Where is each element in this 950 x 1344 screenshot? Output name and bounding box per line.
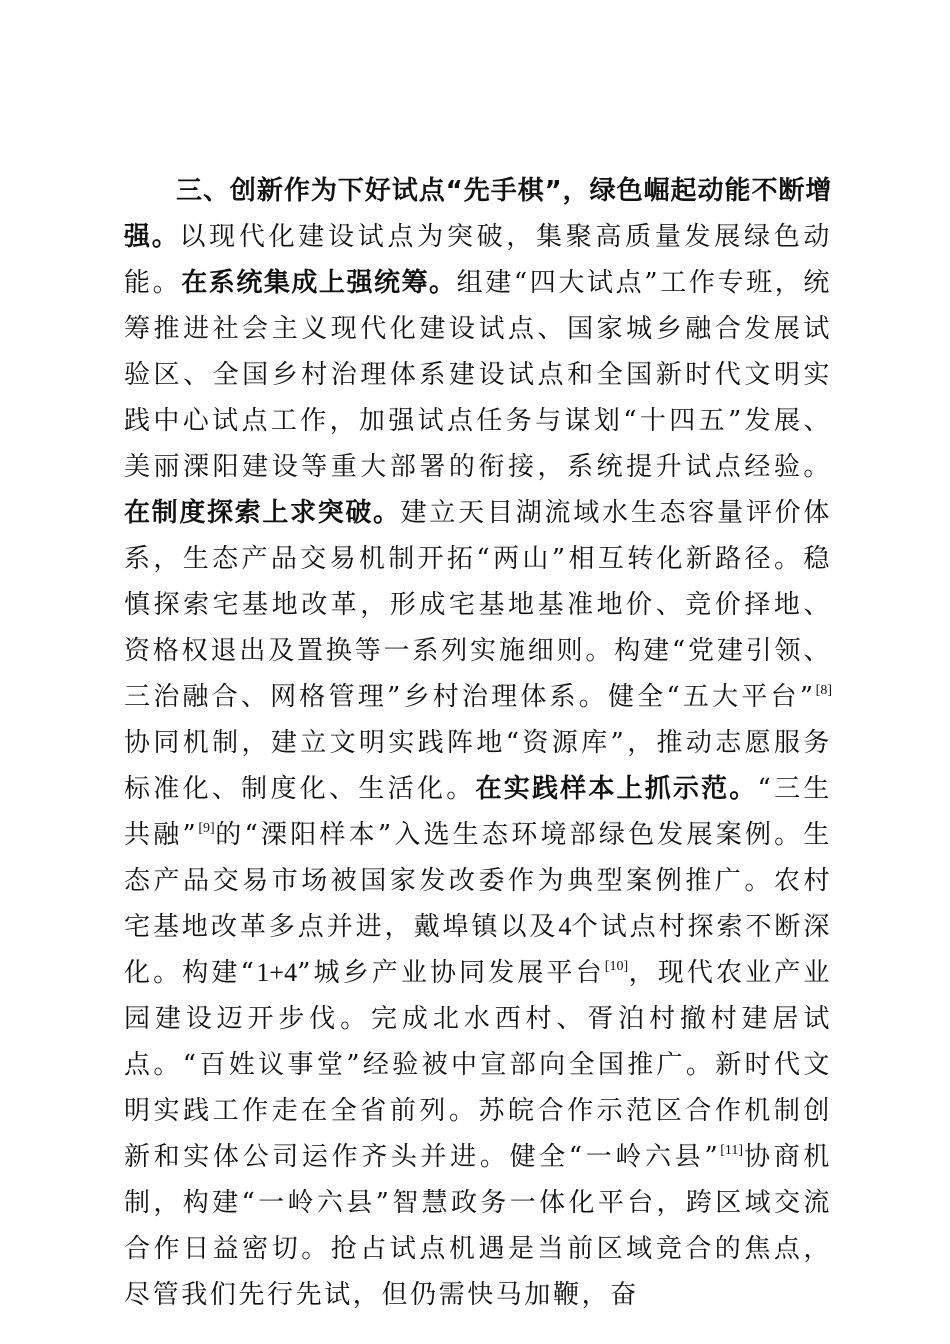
footnote-ref-11[interactable]: [11] (720, 1143, 744, 1158)
footnote-ref-9[interactable]: [9] (198, 821, 215, 836)
body-paragraph (124, 168, 832, 1318)
body-text: 协商机制，构建“一岭六县”智慧政务一体化平台，跨区域交流合作日益密切。抢占试点机遇是当前区域竞合的焦点，尽管我们先行先试，但仍需快马加鞭，奋 (124, 1142, 832, 1310)
section-heading: 三、创新作为下好试点“先手棋”，绿色崛起动能不断增强。 (124, 176, 832, 252)
body-text: 建立天目湖流域水生态容量评价体系，生态产品交易机制开拓“两山”相互转化新路径。稳慎探索宅基地改革，形成宅基地基准地价、竞价择地、资格权退出及置换等一系列实施细则。构建“党建引领、三治融合、网格管理”乡村治理体系。健全“五大平台” (124, 498, 832, 712)
body-text: ”城乡产业协同发展平台 (297, 958, 605, 988)
bold-lead-system-integration: 在系统集成上强统筹。 (181, 268, 457, 298)
footnote-ref-10[interactable]: [10] (604, 959, 629, 974)
document-page (124, 168, 832, 1318)
body-text: ，现代农业产业园建设迈开步伐。完成北水西村、胥泊村撤村建居试点。“百姓议事堂”经验被中宣部向全国推广。新时代文明实践工作走在全省前列。苏皖合作示范区合作机制创新和实体公司运作齐头并进。健全“一岭六县” (124, 958, 832, 1172)
number-text: 4 (558, 912, 572, 941)
body-text: “三生共融” (124, 774, 832, 850)
body-text: 以现代化建设试点为突破，集聚高质量发展绿色动能。 (124, 222, 833, 298)
bold-lead-practice-samples: 在实践样本上抓示范。 (475, 774, 758, 804)
number-text: 1+4 (256, 958, 298, 987)
body-text: 组建“四大试点”工作专班，统筹推进社会主义现代化建设试点、国家城乡融合发展试验区、全国乡村治理体系建设试点和全国新时代文明实践中心试点工作，加强试点任务与谋划“十四五”发展、美丽溧阳建设等重大部署的衔接，系统提升试点经验。 (124, 268, 832, 482)
footnote-ref-8[interactable]: [8] (815, 683, 832, 698)
body-text: 协同机制，建立文明实践阵地“资源库”，推动志愿服务标准化、制度化、生活化。 (124, 728, 832, 804)
bold-lead-institutional-exploration: 在制度探索上求突破。 (124, 498, 401, 528)
body-text: 的“溧阳样本”入选生态环境部绿色发展案例。生态产品交易市场被国家发改委作为典型案例推广。农村宅基地改革多点并进，戴埠镇以及 (124, 820, 832, 942)
body-text: 个试点村探索不断深化。构建“ (124, 912, 832, 988)
